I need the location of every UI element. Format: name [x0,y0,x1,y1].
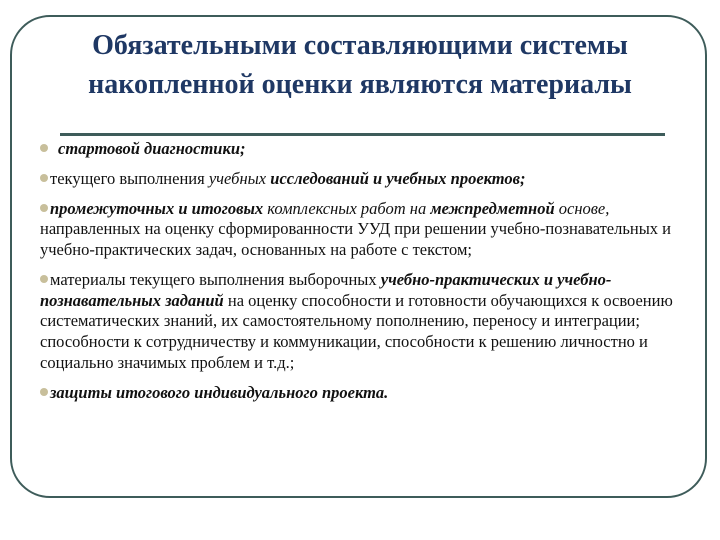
bullet-item [40,270,688,374]
text-segment: стартовой диагностики; [58,139,246,158]
text-segment: промежуточных и итоговых [50,198,268,218]
text-segment: комплексных работ на [267,198,431,218]
page-title [40,26,680,104]
bullet-marker-icon [40,174,48,182]
text-segment: на оценку способности и готовности обучающихся к освоению систематических знаний, их самостоятельному пополнению, переносу и интеграции; способности к сотрудничеству и коммуникации, способности к решению личностно и социально значимых проблем и т.д.; [40,290,673,373]
text-segment: межпредметной [430,198,559,218]
bullet-marker-icon [40,275,48,283]
bullet-item [40,383,688,404]
text-segment: учебно-практических и учебно-познавательных заданий [40,269,612,310]
text-segment: исследований и учебных проектов; [270,168,526,188]
bullet-item [40,199,688,261]
bullet-marker-icon [40,144,48,152]
text-segment: учебных [208,168,271,188]
bullet-item [40,169,688,190]
text-segment: основе, [558,198,610,218]
bullet-marker-icon [40,204,48,212]
bullet-list [40,139,688,413]
page-title-line-2: накопленной оценки являются материалы [88,69,632,101]
text-segment: направленных на оценку сформированности УУД при решении учебно-познавательных и учебно-практических задач, основанных на работе с текстом; [40,219,672,260]
page-title-line-1: Обязательными составляющими системы [92,30,628,61]
text-segment: текущего выполнения [50,168,209,188]
text-segment: защиты итогового индивидуального проекта. [50,382,389,402]
text-segment: материалы текущего выполнения выборочных [50,269,381,289]
bullet-item [40,139,688,160]
title-separator-rule [60,133,665,136]
bullet-marker-icon [40,388,48,396]
